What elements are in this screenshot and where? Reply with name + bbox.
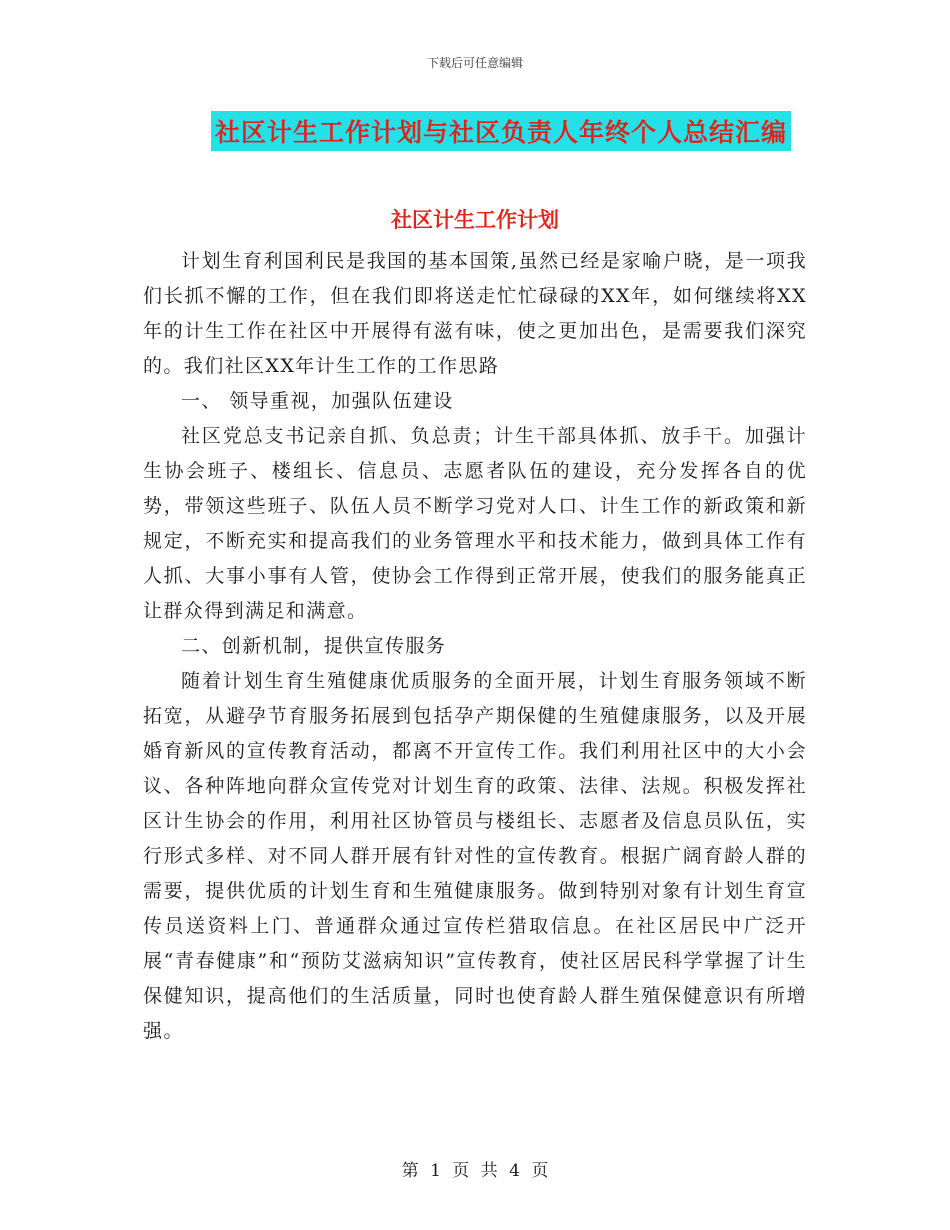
section-title: 社区计生工作计划 [391,207,559,232]
paragraph-intro: 计划生育利国利民是我国的基本国策,虽然已经是家喻户晓，是一项我们长抓不懈的工作，但在我们即将送走忙忙碌碌的XX年，如何继续将XX年的计生工作在社区中开展得有滋有味，使之更加出色，是需要我们深究的。我们社区XX年计生工作的工作思路 [143,250,807,377]
paragraph-leadership: 社区党总支书记亲自抓、负总责；计生干部具体抓、放手干。加强计生协会班子、楼组长、信息员、志愿者队伍的建设，充分发挥各自的优势，带领这些班子、队伍人员不断学习党对人口、计生工作的新政策和新规定，不断充实和提高我们的业务管理水平和技术能力，做到具体工作有人抓、大事小事有人管，使协会工作得到正常开展，使我们的服务能真正让群众得到满足和满意。 [143,425,807,622]
title-wrapper [0,111,950,151]
heading-innovation: 二、创新机制，提供宣传服务 [181,635,447,657]
paragraph-innovation: 随着计划生育生殖健康优质服务的全面开展，计划生育服务领域不断拓宽，从避孕节育服务拓展到包括孕产期保健的生殖健康服务，以及开展婚育新风的宣传教育活动，都离不开宣传工作。我们利用社区中的大小会议、各种阵地向群众宣传党对计划生育的政策、法律、法规。积极发挥社区计生协会的作用，利用社区协管员与楼组长、志愿者及信息员队伍，实行形式多样、对不同人群开展有针对性的宣传教育。根据广阔育龄人群的需要，提供优质的计划生育和生殖健康服务。做到特别对象有计划生育宣传员送资料上门、普通群众通过宣传栏猎取信息。在社区居民中广泛开展“青春健康”和“预防艾滋病知识”宣传教育，使社区居民科学掌握了计生保健知识，提高他们的生活质量，同时也使育龄人群生殖保健意识有所增强。 [143,670,807,1042]
heading-leadership: 一、 领导重视，加强队伍建设 [181,390,454,412]
page-header: 下载后可任意编辑 [426,56,523,70]
document-title: 社区计生工作计划与社区负责人年终个人总结汇编 [211,111,791,151]
page-footer: 第 1 页 共 4 页 [401,1161,549,1181]
document-body [143,244,807,1049]
